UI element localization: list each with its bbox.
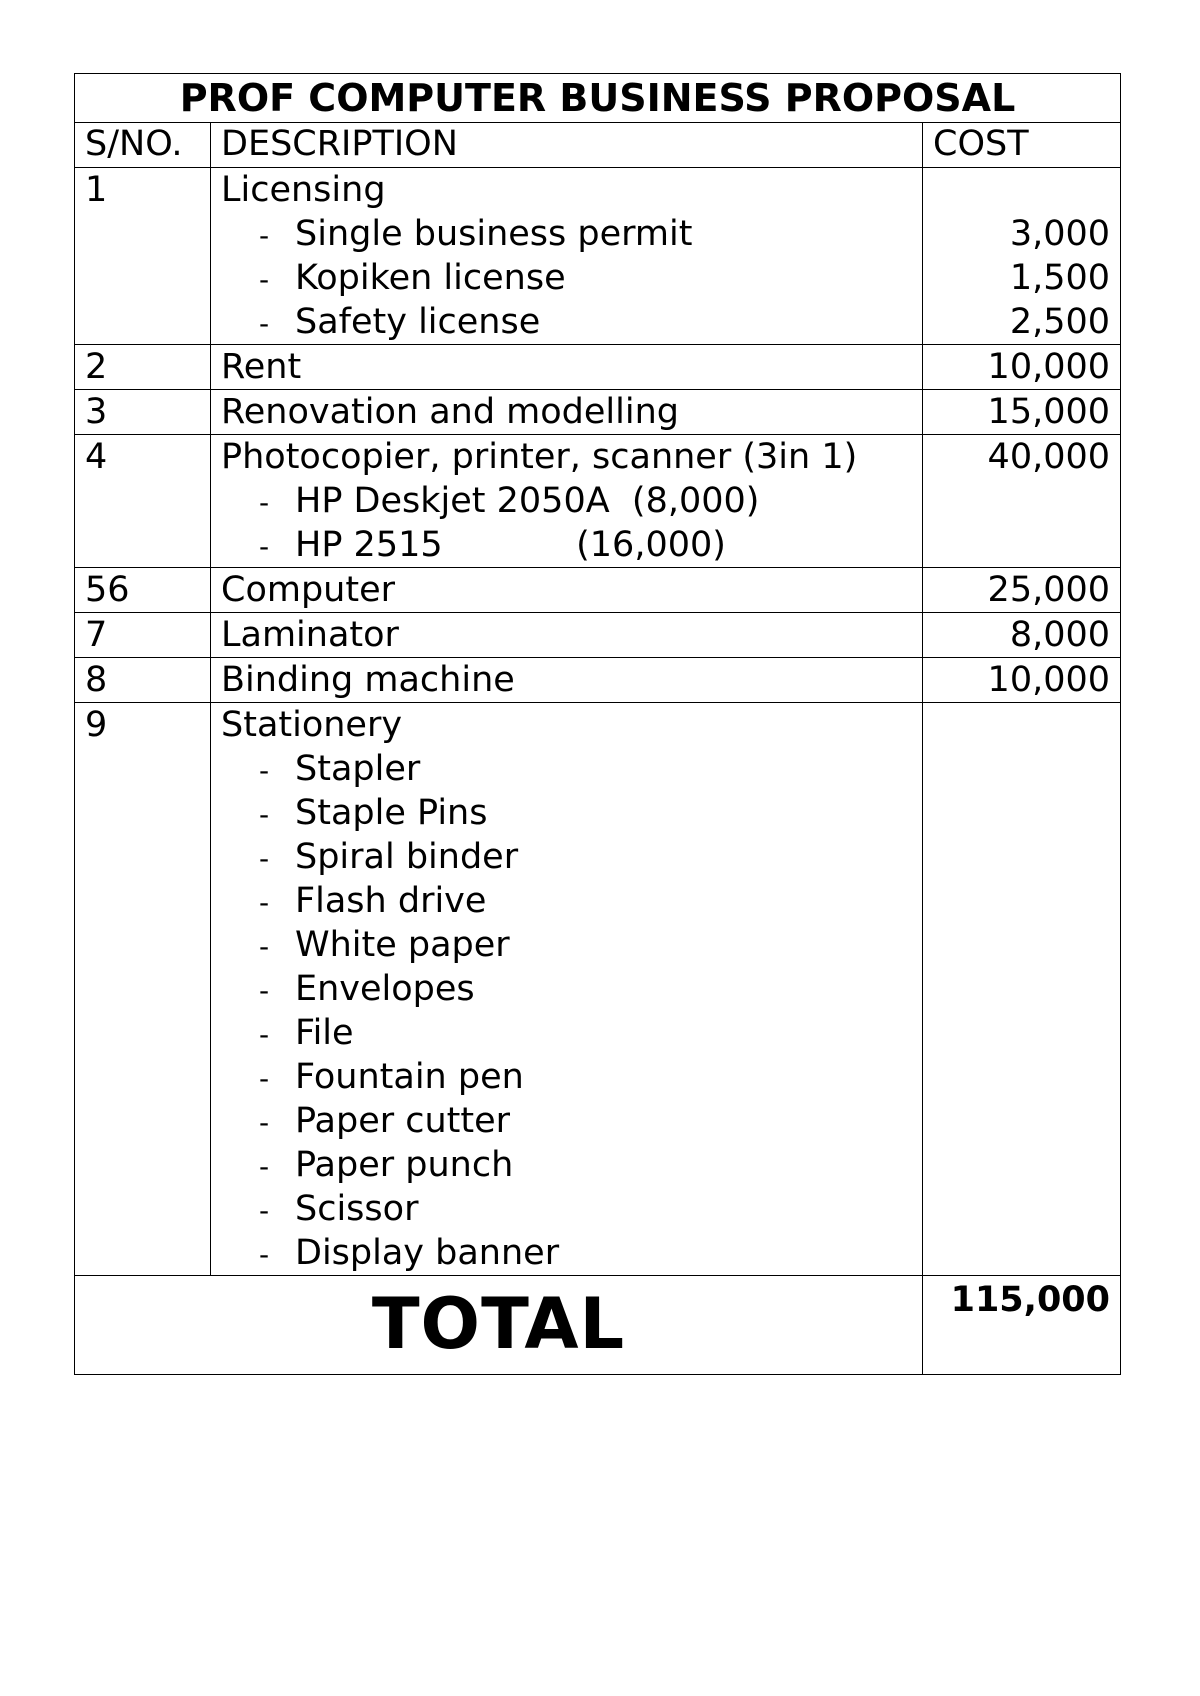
total-value: 115,000 xyxy=(923,1276,1121,1375)
line-text: Envelopes xyxy=(295,969,475,1009)
row-description xyxy=(211,613,923,658)
bullet-dash: - xyxy=(259,530,270,563)
row-description xyxy=(211,568,923,613)
line-text: White paper xyxy=(295,925,510,965)
bullet-dash: - xyxy=(259,307,270,340)
header-sn: S/NO. xyxy=(75,123,211,168)
row-serial-number: 9 xyxy=(75,703,211,1276)
sub-item xyxy=(221,1099,922,1143)
cost-value xyxy=(923,1231,1110,1275)
sub-item xyxy=(221,1011,922,1055)
item-name xyxy=(221,703,922,747)
row-cost xyxy=(923,390,1121,435)
bullet-dash: - xyxy=(259,1238,270,1271)
sub-item xyxy=(221,479,922,523)
line-text: Binding machine xyxy=(221,660,515,700)
row-cost xyxy=(923,613,1121,658)
line-text: Kopiken license xyxy=(295,258,566,298)
cost-value xyxy=(923,791,1110,835)
header-description: DESCRIPTION xyxy=(211,123,923,168)
cost-value: 25,000 xyxy=(987,570,1111,610)
table-row xyxy=(75,345,1121,390)
cost-value xyxy=(923,879,1110,923)
row-cost xyxy=(923,435,1121,568)
row-serial-number: 56 xyxy=(75,568,211,613)
item-name xyxy=(221,390,922,434)
item-name xyxy=(221,658,922,702)
line-text: Spiral binder xyxy=(295,837,519,877)
sub-item xyxy=(221,747,922,791)
cost-value xyxy=(923,835,1110,879)
row-description xyxy=(211,390,923,435)
line-text: Fountain pen xyxy=(295,1057,524,1097)
bullet-dash: - xyxy=(259,263,270,296)
row-description xyxy=(211,658,923,703)
cost-value: 8,000 xyxy=(1009,615,1111,655)
cost-value xyxy=(923,1011,1110,1055)
line-text: Photocopier, printer, scanner (3in 1) xyxy=(221,437,858,477)
sub-item xyxy=(221,835,922,879)
bullet-dash: - xyxy=(259,798,270,831)
table-row xyxy=(75,613,1121,658)
bullet-dash: - xyxy=(259,754,270,787)
row-serial-number: 8 xyxy=(75,658,211,703)
line-text: Staple Pins xyxy=(295,793,488,833)
bullet-dash: - xyxy=(259,1106,270,1139)
item-name xyxy=(221,345,922,389)
cost-value: 3,000 xyxy=(1009,214,1111,254)
line-text: Single business permit xyxy=(295,214,693,254)
proposal-table xyxy=(74,73,1121,1375)
item-name xyxy=(221,568,922,612)
cost-value: 15,000 xyxy=(987,392,1111,432)
cost-value: 2,500 xyxy=(1009,302,1111,342)
cost-value: 40,000 xyxy=(987,437,1111,477)
row-description xyxy=(211,703,923,1276)
row-cost xyxy=(923,658,1121,703)
bullet-dash: - xyxy=(259,219,270,252)
row-serial-number: 1 xyxy=(75,168,211,345)
sub-item xyxy=(221,212,922,256)
cost-value xyxy=(923,703,1110,747)
header-cost: COST xyxy=(923,123,1121,168)
row-serial-number: 3 xyxy=(75,390,211,435)
cost-value xyxy=(923,747,1110,791)
sub-item xyxy=(221,300,922,344)
table-row xyxy=(75,168,1121,345)
table-row xyxy=(75,568,1121,613)
table-row xyxy=(75,658,1121,703)
line-text: Scissor xyxy=(295,1189,419,1229)
sub-item xyxy=(221,1187,922,1231)
line-text: Paper punch xyxy=(295,1145,514,1185)
cost-value xyxy=(923,1187,1110,1231)
line-text: Computer xyxy=(221,570,395,610)
line-text: Flash drive xyxy=(295,881,487,921)
bullet-dash: - xyxy=(259,930,270,963)
item-name xyxy=(221,613,922,657)
row-description xyxy=(211,435,923,568)
sub-item xyxy=(221,1143,922,1187)
line-text: Stapler xyxy=(295,749,421,789)
line-text: Paper cutter xyxy=(295,1101,511,1141)
bullet-dash: - xyxy=(259,1194,270,1227)
cost-value xyxy=(923,479,1110,523)
bullet-dash: - xyxy=(259,1150,270,1183)
cost-value xyxy=(923,1143,1110,1187)
row-serial-number: 7 xyxy=(75,613,211,658)
bullet-dash: - xyxy=(259,1062,270,1095)
item-name xyxy=(221,168,922,212)
item-name xyxy=(221,435,922,479)
row-description xyxy=(211,345,923,390)
row-serial-number: 2 xyxy=(75,345,211,390)
line-text: Safety license xyxy=(295,302,541,342)
line-text: Rent xyxy=(221,347,302,387)
total-label: TOTAL xyxy=(75,1276,923,1375)
line-text: Laminator xyxy=(221,615,399,655)
sub-item xyxy=(221,791,922,835)
bullet-dash: - xyxy=(259,842,270,875)
row-cost xyxy=(923,568,1121,613)
sub-item xyxy=(221,256,922,300)
table-row xyxy=(75,703,1121,1276)
bullet-dash: - xyxy=(259,886,270,919)
line-text: HP 2515 (16,000) xyxy=(295,525,726,565)
cost-value xyxy=(923,967,1110,1011)
cost-value xyxy=(923,1055,1110,1099)
sub-item xyxy=(221,523,922,567)
document-title: PROF COMPUTER BUSINESS PROPOSAL xyxy=(75,74,1121,123)
table-row xyxy=(75,390,1121,435)
line-text: Licensing xyxy=(221,170,386,210)
cost-value xyxy=(923,1099,1110,1143)
line-text: File xyxy=(295,1013,354,1053)
sub-item xyxy=(221,1231,922,1275)
bullet-dash: - xyxy=(259,1018,270,1051)
cost-value xyxy=(923,523,1110,567)
row-cost xyxy=(923,703,1121,1276)
cost-value xyxy=(923,923,1110,967)
table-body xyxy=(75,168,1121,1276)
row-serial-number: 4 xyxy=(75,435,211,568)
total-row xyxy=(75,1276,1121,1375)
cost-value: 10,000 xyxy=(987,347,1111,387)
row-cost xyxy=(923,168,1121,345)
cost-value xyxy=(923,168,1110,212)
sub-item xyxy=(221,879,922,923)
bullet-dash: - xyxy=(259,486,270,519)
table-row xyxy=(75,435,1121,568)
line-text: Renovation and modelling xyxy=(221,392,680,432)
bullet-dash: - xyxy=(259,974,270,1007)
cost-value: 1,500 xyxy=(1009,258,1111,298)
sub-item xyxy=(221,923,922,967)
sub-item xyxy=(221,967,922,1011)
cost-value: 10,000 xyxy=(987,660,1111,700)
line-text: Display banner xyxy=(295,1233,560,1273)
line-text: HP Deskjet 2050A (8,000) xyxy=(295,481,760,521)
line-text: Stationery xyxy=(221,705,403,745)
sub-item xyxy=(221,1055,922,1099)
row-cost xyxy=(923,345,1121,390)
row-description xyxy=(211,168,923,345)
